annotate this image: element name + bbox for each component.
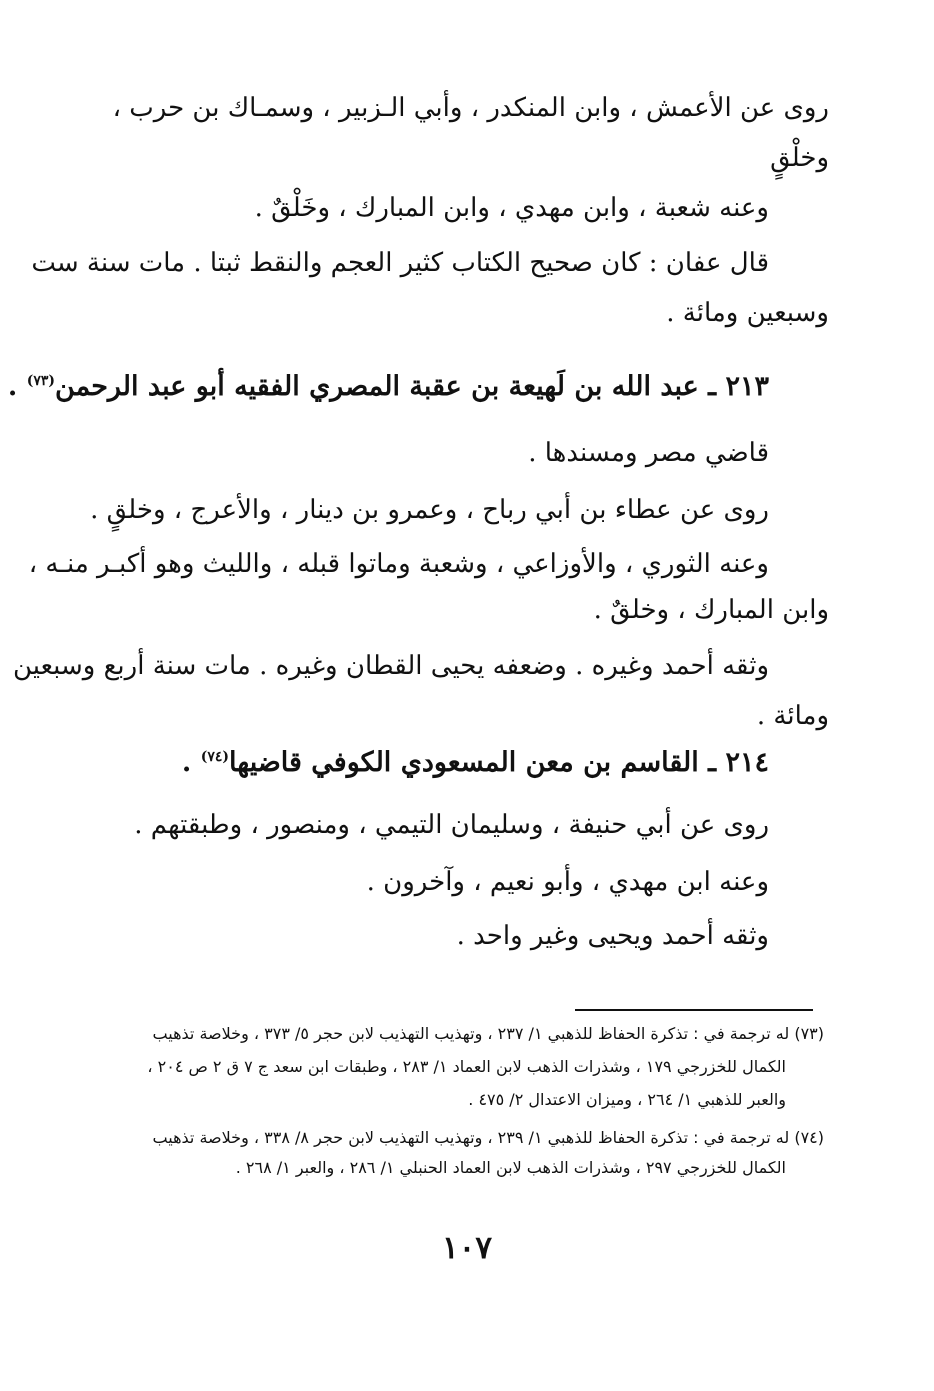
entry-213-heading-line <box>7 370 769 404</box>
text-line-10: وابن المبارك ، وخلقٌ . <box>593 595 829 625</box>
text-line-03: وعنه شعبة ، وابن مهدي ، وابن المبارك ، وخَلْقٌ . <box>254 193 769 223</box>
text-line-02: وخلْقٍ <box>770 143 829 173</box>
text-line-09: وعنه الثوري ، والأوزاعي ، وشعبة وماتوا قبله ، والليث وهو أكبـر منـه ، <box>28 549 769 579</box>
footnote-ref-74: (٧٤) <box>200 749 230 765</box>
text-line-14: روى عن أبي حنيفة ، وسليمان التيمي ، ومنصور ، وطبقتهم . <box>134 810 769 840</box>
entry-214-heading: ٢١٤ ـ القاسم بن معن المسعودي الكوفي قاضيها <box>229 747 769 778</box>
footnote-73-line-1: (٧٣) له ترجمة في : تذكرة الحفاظ للذهبي ١/ ٢٣٧ ، وتهذيب التهذيب لابن حجر ٥/ ٣٧٣ ، وخلاصة تذهيب <box>152 1024 824 1043</box>
text-line-12: ومائة . <box>756 701 829 731</box>
text-line-05: وسبعين ومائة . <box>666 298 829 328</box>
text-line-15: وعنه ابن مهدي ، وأبو نعيم ، وآخرون . <box>366 867 769 897</box>
footnote-74-line-1: (٧٤) له ترجمة في : تذكرة الحفاظ للذهبي ١/ ٢٣٩ ، وتهذيب التهذيب لابن حجر ٨/ ٣٣٨ ، وخلاصة تذهيب <box>152 1128 824 1147</box>
entry-213-heading: ٢١٣ ـ عبد الله بن لَهيعة بن عقبة المصري الفقيه أبو عبد الرحمن <box>55 371 769 402</box>
footnote-73-line-3: والعبر للذهبي ١/ ٢٦٤ ، وميزان الاعتدال ٢/ ٤٧٥ . <box>468 1090 786 1109</box>
footnote-divider <box>575 1009 813 1011</box>
entry-214-tail: . <box>181 747 201 778</box>
text-line-11: وثقه أحمد وغيره . وضعفه يحيى القطان وغيره . مات سنة أربع وسبعين <box>12 651 769 681</box>
footnote-74-line-2: الكمال للخزرجي ٢٩٧ ، وشذرات الذهب لابن العماد الحنبلي ١/ ٢٨٦ ، والعبر ١/ ٢٦٨ . <box>235 1158 786 1177</box>
text-line-01: روى عن الأعمش ، وابن المنكدر ، وأبي الـزبير ، وسمـاك بن حرب ، <box>112 93 829 123</box>
text-line-16: وثقه أحمد ويحيى وغير واحد . <box>456 921 769 951</box>
entry-214-heading-line <box>110 746 769 780</box>
footnote-73-line-2: الكمال للخزرجي ١٧٩ ، وشذرات الذهب لابن العماد ١/ ٢٨٣ ، وطبقات ابن سعد ج ٧ ق ٢ ص ٢٠٤ ، <box>147 1057 786 1076</box>
text-line-04: قال عفان : كان صحيح الكتاب كثير العجم والنقط ثبتا . مات سنة ست <box>31 248 769 278</box>
page-number: ١٠٧ <box>442 1230 492 1266</box>
text-line-07: قاضي مصر ومسندها . <box>528 438 769 468</box>
footnote-ref-73: (٧٣) <box>26 373 56 389</box>
entry-213-tail: . <box>7 371 27 402</box>
text-line-08: روى عن عطاء بن أبي رباح ، وعمرو بن دينار ، والأعرج ، وخلقٍ . <box>90 495 769 525</box>
